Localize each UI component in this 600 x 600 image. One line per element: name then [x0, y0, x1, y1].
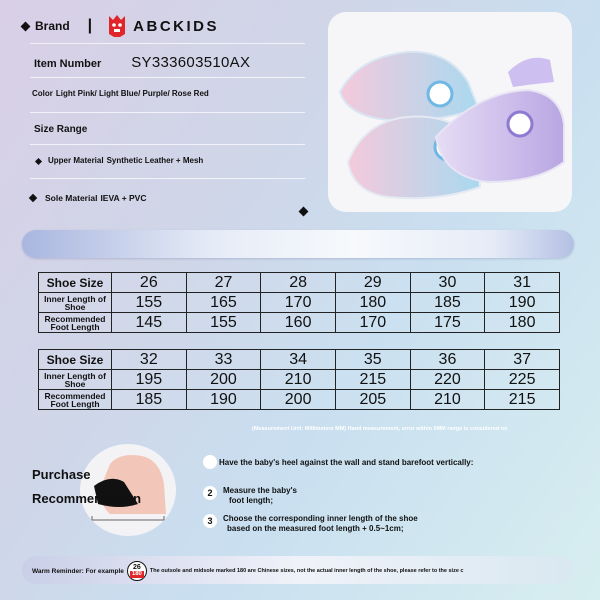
table-cell: 32 — [112, 350, 187, 370]
sole-material-value: IEVA + PVC — [100, 193, 147, 203]
size-range-label: Size Range — [34, 124, 88, 135]
size-badge-top: 26 — [132, 564, 141, 571]
table-cell: 190 — [186, 390, 261, 410]
table-cell: 200 — [186, 370, 261, 390]
table-cell: 205 — [335, 390, 410, 410]
table-cell: 145 — [112, 313, 187, 333]
table-cell: 185 — [112, 390, 187, 410]
size-table-2 — [38, 349, 560, 410]
step-text: Choose the corresponding inner length of the shoe — [223, 514, 418, 523]
diamond-bullet-icon — [21, 21, 31, 31]
brand-logo-text: ABCKIDS — [133, 17, 219, 35]
sole-material-row — [30, 193, 147, 203]
brand-label: Brand — [35, 19, 70, 33]
table-cell: 155 — [112, 293, 187, 313]
reminder-text: The outsole and midsole marked 180 are Chinese sizes, not the actual inner length of the shoe, please refer to the size c — [149, 568, 464, 574]
diamond-bullet-icon — [29, 194, 37, 202]
reminder-label: Warm Reminder: For example — [32, 567, 124, 575]
product-photo — [328, 12, 572, 212]
color-value: Light Pink/ Light Blue/ Purple/ Rose Red — [55, 89, 209, 98]
brand-logo — [106, 14, 219, 38]
table-cell: 29 — [335, 273, 410, 293]
table-cell: 215 — [485, 390, 560, 410]
table-cell: 170 — [261, 293, 336, 313]
table-cell: 190 — [485, 293, 560, 313]
size-table-1 — [38, 272, 560, 333]
table-cell: 200 — [261, 390, 336, 410]
table-cell: 31 — [485, 273, 560, 293]
table-cell: 170 — [335, 313, 410, 333]
inner-length-header: Inner Length of Shoe — [39, 293, 112, 313]
step-number: 3 — [203, 514, 217, 528]
foot-measure-icon — [80, 444, 176, 536]
table-cell: 30 — [410, 273, 485, 293]
table-cell: 33 — [186, 350, 261, 370]
item-number-row — [34, 54, 250, 71]
table-cell: 175 — [410, 313, 485, 333]
table-cell: 210 — [261, 370, 336, 390]
step-text: Measure the baby's — [223, 486, 297, 495]
table-cell: 185 — [410, 293, 485, 313]
measurement-note: (Measurement Unit: Millimeters MM) Hand measurement, error within 5MM range is considered no — [252, 426, 508, 432]
shoe-size-header: Shoe Size — [39, 273, 112, 293]
sole-material-label: Sole Material — [45, 193, 98, 203]
table-row — [39, 370, 560, 390]
table-cell: 26 — [112, 273, 187, 293]
color-row — [32, 89, 209, 98]
size-badge — [127, 561, 147, 581]
upper-material-row — [36, 156, 203, 165]
size-badge-bottom: 180 — [131, 571, 142, 577]
table-cell: 37 — [485, 350, 560, 370]
brand-separator: | — [87, 17, 93, 34]
table-cell: 195 — [112, 370, 187, 390]
divider — [30, 178, 305, 179]
purchase-title: Purchase — [32, 467, 91, 482]
table-cell: 160 — [261, 313, 336, 333]
divider — [30, 144, 305, 145]
table-cell: 28 — [261, 273, 336, 293]
table-cell: 35 — [335, 350, 410, 370]
table-cell: 225 — [485, 370, 560, 390]
step-text: foot length; — [229, 496, 273, 505]
inner-length-header: Inner Length of Shoe — [39, 370, 112, 390]
table-cell: 165 — [186, 293, 261, 313]
size-chart-banner — [22, 230, 574, 258]
table-cell: 215 — [335, 370, 410, 390]
foot-length-header: Recommended Foot Length — [39, 390, 112, 410]
brand-row — [22, 14, 219, 38]
diamond-bullet-icon — [299, 207, 309, 217]
table-row — [39, 390, 560, 410]
table-row — [39, 273, 560, 293]
warm-reminder — [32, 560, 598, 582]
table-cell: 155 — [186, 313, 261, 333]
table-row — [39, 313, 560, 333]
step-3 — [203, 514, 418, 534]
shoe-size-header: Shoe Size — [39, 350, 112, 370]
step-text: Have the baby's heel against the wall and stand barefoot vertically: — [219, 457, 474, 467]
table-cell: 27 — [186, 273, 261, 293]
table-cell: 180 — [485, 313, 560, 333]
divider — [30, 77, 305, 78]
upper-material-label: Upper Material — [48, 156, 104, 165]
section-end-diamond — [300, 202, 307, 220]
table-cell: 210 — [410, 390, 485, 410]
item-number-value: SY333603510AX — [131, 54, 251, 71]
step-number: 1 — [203, 455, 217, 469]
abckids-logo-icon — [106, 14, 128, 38]
step-number: 2 — [203, 486, 217, 500]
table-row — [39, 350, 560, 370]
step-2 — [203, 486, 297, 506]
color-label: Color — [32, 89, 53, 98]
table-cell: 180 — [335, 293, 410, 313]
table-cell: 34 — [261, 350, 336, 370]
recommendation-title: Recommendation — [32, 491, 142, 506]
foot-measure-illustration — [80, 444, 176, 536]
divider — [30, 43, 305, 44]
table-row — [39, 293, 560, 313]
step-1 — [203, 455, 473, 469]
item-number-label: Item Number — [34, 58, 102, 70]
divider — [30, 112, 305, 113]
step-text: based on the measured foot length + 0.5~1cm; — [227, 524, 404, 533]
table-cell: 220 — [410, 370, 485, 390]
foot-length-header: Recommended Foot Length — [39, 313, 112, 333]
diamond-bullet-icon — [35, 158, 42, 165]
table-cell: 36 — [410, 350, 485, 370]
upper-material-value: Synthetic Leather + Mesh — [106, 156, 204, 165]
